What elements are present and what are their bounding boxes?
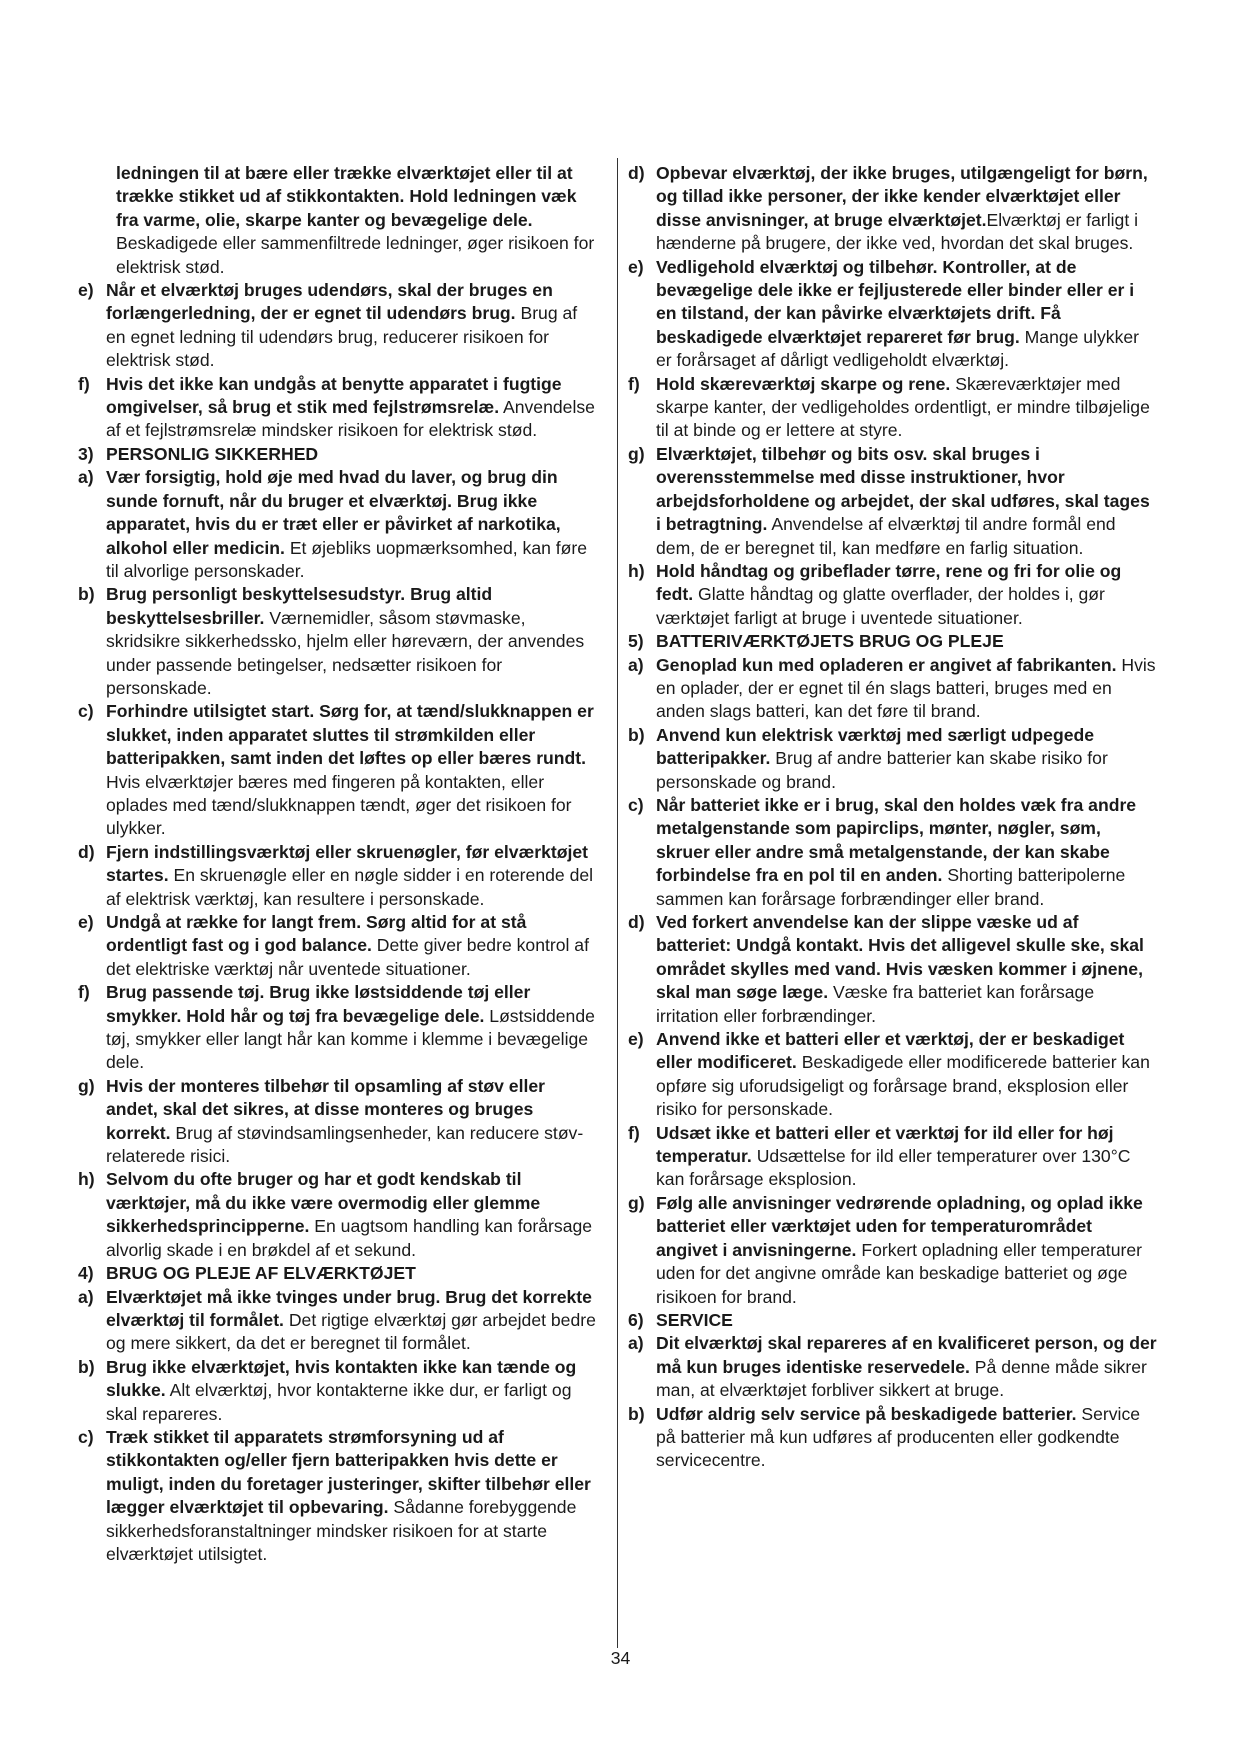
list-item — [628, 1192, 1158, 1309]
item-text: Brug af andre batterier kan skabe risiko for personskade og brand. — [656, 748, 1108, 792]
section-number: 5) — [628, 631, 644, 652]
section-heading-3 — [78, 443, 598, 466]
item-body — [656, 443, 1158, 560]
item-bold-text: Hvis det ikke kan undgås at benytte apparatet i fugtige omgivelser, så brug et stik med fejlstrømsrelæ. — [106, 373, 562, 418]
item-bold-text: Vedligehold elværktøj og tilbehør. Kontroller, at de bevægelige dele ikke er fejljusterede eller binder eller er i en tilstand, der kan påvirke elværktøjets drift. Få beskadigede elværktøjet repareret før brug. — [656, 256, 1135, 347]
list-item — [628, 443, 1158, 560]
item-body — [106, 1286, 598, 1356]
right-column — [628, 162, 1158, 1473]
item-bold-text: Brug personligt beskyttelsesudstyr. Brug altid beskyttelsesbriller. — [106, 584, 493, 628]
item-label: e) — [78, 912, 94, 932]
item-bold-text: Anvend kun elektrisk værktøj med særligt udpegede batteripakker. — [656, 724, 1095, 769]
list-item — [628, 794, 1158, 911]
item-text: På denne måde sikrer man, at elværktøjet forbliver sikkert at bruge. — [656, 1356, 1147, 1401]
section-number: 3) — [78, 443, 94, 464]
item-bold-text: Genoplad kun med opladeren er angivet af fabrikanten. — [656, 654, 1117, 675]
section-title: PERSONLIG SIKKERHED — [106, 443, 319, 464]
item-body — [106, 1168, 598, 1262]
list-item — [628, 1122, 1158, 1192]
item-bold-text: Dit elværktøj skal repareres af en kvalificeret person, og der må kun bruges identiske reservedele. — [656, 1333, 1157, 1377]
item-bold-text: Hold håndtag og gribeflader tørre, rene og fri for olie og fedt. — [656, 560, 1122, 605]
list-item — [78, 841, 598, 911]
item-text: Beskadigede eller sammenfiltrede ledninger, øger risikoen for elektrisk stød. — [116, 233, 595, 277]
list-item — [628, 560, 1158, 630]
item-bold-text: Brug passende tøj. Brug ikke løstsiddende tøj eller smykker. Hold hår og tøj fra bevægelige dele. — [106, 982, 531, 1026]
list-item — [78, 1356, 598, 1426]
section-heading-4 — [78, 1262, 598, 1285]
item-label: e) — [628, 256, 644, 277]
item-label: h) — [628, 560, 645, 581]
item-label: c) — [78, 701, 94, 722]
item-text: Glatte håndtag og glatte overflader, der holdes i, gør værktøjet farligt at bruge i uventede situationer. — [656, 584, 1105, 628]
list-item — [628, 162, 1158, 256]
item-body — [656, 162, 1158, 256]
item-text: Alt elværktøj, hvor kontakterne ikke dur, er farligt og skal repareres. — [106, 1380, 572, 1424]
item-body — [656, 911, 1158, 1028]
item-body — [106, 841, 598, 911]
section-title: BATTERIVÆRKTØJETS BRUG OG PLEJE — [656, 631, 1004, 652]
item-label: a) — [78, 1286, 94, 1307]
section-4-continued-list — [628, 162, 1158, 630]
list-item — [628, 654, 1158, 724]
item-label: g) — [628, 443, 645, 464]
item-text: Brug af en egnet ledning til udendørs brug, reducerer risikoen for elektrisk stød. — [106, 303, 578, 371]
item-label: e) — [78, 280, 94, 301]
section-4-list — [78, 1286, 598, 1567]
item-bold-text: Anvend ikke et batteri eller et værktøj, der er beskadiget eller modificeret. — [656, 1029, 1125, 1073]
item-bold-text: Brug ikke elværktøjet, hvis kontakten ikke kan tænde og slukke. — [106, 1356, 577, 1401]
list-item — [78, 981, 598, 1075]
item-label: c) — [628, 794, 644, 815]
item-bold-text: Elværktøjet, tilbehør og bits osv. skal bruges i overensstemmelse med disse instruktioner, hvor arbejdsforholdene og arbejdet, der skal udføres, skal tages i betragtning. — [656, 443, 1150, 535]
item-text: Elværktøj er farligt i hænderne på brugere, der ikke ved, hvordan det skal bruges. — [656, 209, 1139, 254]
item-bold-text: Når batteriet ikke er i brug, skal den holdes væk fra andre metalgenstande som papirclips, mønter, nøgler, søm, skruer eller andre små metalgenstande, der kan skabe forbindelse fra en pol til en anden. — [656, 794, 1137, 886]
item-body — [656, 256, 1158, 373]
list-item — [78, 1286, 598, 1356]
item-text: Dette giver bedre kontrol af det elektriske værktøj når uventede situationer. — [106, 935, 589, 979]
item-label: a) — [78, 467, 94, 488]
item-bold-text: Hold skæreværktøj skarpe og rene. — [656, 373, 951, 394]
item-body — [106, 373, 598, 443]
item-text: En skruenøgle eller en nøgle sidder i en roterende del af elektrisk værktøj, kan resultere i personskade. — [106, 865, 594, 909]
item-text: Væske fra batteriet kan forårsage irritation eller forbrændinger. — [656, 982, 1095, 1026]
item-bold-text: Undgå at række for langt frem. Sørg altid for at stå ordentligt fast og i god balance. — [106, 912, 527, 956]
item-bold-text: Når et elværktøj bruges udendørs, skal der bruges en forlængerledning, der er egnet til udendørs brug. — [106, 280, 553, 324]
item-body — [106, 583, 598, 700]
list-item — [628, 1332, 1158, 1402]
item-label: d) — [78, 841, 95, 862]
item-label: b) — [78, 1356, 95, 1377]
item-body — [106, 1426, 598, 1566]
page-number: 34 — [610, 1648, 631, 1668]
item-label: e) — [628, 1029, 644, 1050]
list-item — [628, 373, 1158, 443]
item-body — [106, 466, 598, 583]
item-bold-text: Følg alle anvisninger vedrørende opladning, og oplad ikke batteriet eller værktøjet uden for temperaturområdet angivet i anvisningerne. — [656, 1192, 1143, 1260]
item-label: a) — [628, 1333, 644, 1354]
item-label: d) — [628, 912, 645, 932]
item-text: Et øjebliks uopmærksomhed, kan føre til alvorlige personskader. — [106, 537, 588, 581]
continued-item-d — [78, 162, 598, 279]
section-title: BRUG OG PLEJE AF ELVÆRKTØJET — [106, 1263, 416, 1284]
item-body — [106, 1075, 598, 1169]
item-bold-text: Vær forsigtig, hold øje med hvad du laver, og brug din sunde fornuft, når du bruger et elværktøj. Brug ikke apparatet, hvis du er træt eller er påvirket af narkotika, alkohol eller medicin. — [106, 467, 561, 558]
item-body — [656, 1332, 1158, 1402]
column-divider — [617, 158, 618, 1648]
section-5-list — [628, 654, 1158, 1309]
item-body — [106, 981, 598, 1075]
item-label: h) — [78, 1169, 95, 1190]
item-bold-text: Træk stikket til apparatets strømforsyning ud af stikkontakten og/eller fjern batteripakken hvis dette er muligt, inden du foretager justeringer, skifter tilbehør eller lægger elværktøjet til opbevaring. — [106, 1426, 591, 1518]
item-bold-text: Udsæt ikke et batteri eller et værktøj for ild eller for høj temperatur. — [656, 1122, 1114, 1167]
item-bold-text: Hvis der monteres tilbehør til opsamling af støv eller andet, skal det sikres, at disse monteres og bruges korrekt. — [106, 1075, 545, 1143]
item-label: b) — [78, 584, 95, 605]
item-body — [106, 279, 598, 373]
item-text: Det rigtige elværktøj gør arbejdet bedre og mere sikkert, da det er beregnet til formålet. — [106, 1309, 596, 1354]
item-bold-text: Ved forkert anvendelse kan der slippe væske ud af batteriet: Undgå kontakt. Hvis det alligevel skulle ske, skal området skylles med vand. Hvis væsken kommer i øjnene, skal man søge læge. — [656, 912, 1144, 1003]
item-text: Hvis elværktøjer bæres med fingeren på kontakten, eller oplades med tænd/slukknappen tændt, øger det risikoen for ulykker. — [106, 771, 572, 839]
item-body — [106, 911, 598, 981]
item-text: En uagtsom handling kan forårsage alvorlig skade i en brøkdel af et sekund. — [106, 1216, 593, 1260]
section-heading-6 — [628, 1309, 1158, 1332]
section-title: SERVICE — [656, 1309, 733, 1330]
item-label: d) — [628, 163, 645, 183]
item-body — [656, 724, 1158, 794]
item-text: Skæreværktøjer med skarpe kanter, der vedligeholdes ordentligt, er mindre tilbøjelige til at binde og er lettere at styre. — [656, 373, 1150, 441]
item-text: Shorting batteripolerne sammen kan forårsage forbrændinger eller brand. — [656, 865, 1126, 909]
item-body — [656, 1028, 1158, 1122]
item-label: f) — [628, 373, 640, 394]
item-bold-text: Udfør aldrig selv service på beskadigede batterier. — [656, 1403, 1077, 1424]
list-item — [78, 466, 598, 583]
item-text: Værnemidler, såsom støvmaske, skridsikre sikkerhedssko, hjelm eller høreværn, der anvendes under passende betingelser, nedsætter risikoen for personskade. — [106, 607, 585, 698]
list-item — [78, 1426, 598, 1566]
item-label: f) — [78, 373, 90, 394]
item-text: Forkert opladning eller temperaturer uden for det angivne område kan beskadige batteriet og øge risikoen for brand. — [656, 1239, 1142, 1307]
section-number: 4) — [78, 1263, 94, 1284]
list-item — [78, 700, 598, 840]
list-item — [628, 256, 1158, 373]
item-label: g) — [628, 1192, 645, 1213]
item-bold-text: Opbevar elværktøj, der ikke bruges, utilgængeligt for børn, og tillad ikke personer, der ikke kender elværktøjet eller disse anvisninger, at bruge elværktøjet. — [656, 163, 1148, 230]
section-heading-5 — [628, 630, 1158, 653]
item-label: b) — [628, 724, 645, 745]
item-text: Sådanne forebyggende sikkerhedsforanstaltninger mindsker risikoen for at starte elværktøjet utilsigtet. — [106, 1497, 577, 1564]
item-label: c) — [78, 1426, 94, 1447]
item-bold-text: Elværktøjet må ikke tvinges under brug. Brug det korrekte elværktøj til formålet. — [106, 1286, 592, 1330]
item-body — [656, 654, 1158, 724]
item-body — [656, 794, 1158, 911]
item-label: f) — [78, 982, 90, 1003]
section-6-list — [628, 1332, 1158, 1472]
list-item — [628, 1028, 1158, 1122]
item-label: g) — [78, 1075, 95, 1096]
item-body — [656, 1122, 1158, 1192]
item-bold-text: ledningen til at bære eller trække elværktøjet eller til at trække stikket ud af stikkontakten. Hold ledningen væk fra varme, olie, skarpe kanter og bevægelige dele. — [116, 163, 577, 230]
section-3-list — [78, 466, 598, 1262]
left-column — [78, 162, 598, 1566]
item-bold-text: Forhindre utilsigtet start. Sørg for, at tænd/slukknappen er slukket, inden apparatet sluttes til strømkilden eller batteripakken, samt inden det løftes op eller bæres rundt. — [106, 701, 594, 769]
item-text: Løstsiddende tøj, smykker eller langt hår kan komme i klemme i bevægelige dele. — [106, 1005, 595, 1073]
list-item — [628, 1403, 1158, 1473]
item-text: Anvendelse af et fejlstrømsrelæ mindsker risikoen for elektrisk stød. — [106, 397, 595, 441]
item-bold-text: Fjern indstillingsværktøj eller skruenøgler, før elværktøjet startes. — [106, 841, 589, 886]
item-label: b) — [628, 1403, 645, 1424]
item-text: Anvendelse af elværktøj til andre formål end dem, de er beregnet til, kan medføre en farlig situation. — [656, 514, 1116, 558]
list-item — [78, 1075, 598, 1169]
item-text: Service på batterier må kun udføres af producenten eller godkendte servicecentre. — [656, 1403, 1141, 1471]
item-label: f) — [628, 1122, 640, 1143]
section-number: 6) — [628, 1309, 644, 1330]
item-text: Brug af støvindsamlingsenheder, kan reducere støv-relaterede risici. — [106, 1122, 584, 1167]
item-body — [106, 700, 598, 840]
item-bold-text: Selvom du ofte bruger og har et godt kendskab til værktøjer, må du ikke være overmodig eller glemme sikkerhedsprincipperne. — [106, 1169, 541, 1237]
item-text: Hvis en oplader, der er egnet til én slags batteri, bruges med en anden slags batteri, kan det føre til brand. — [656, 654, 1156, 722]
item-label: a) — [628, 654, 644, 675]
list-item-f — [78, 373, 598, 443]
list-item — [78, 1168, 598, 1262]
list-item — [628, 724, 1158, 794]
item-body — [656, 1403, 1158, 1473]
item-body — [656, 373, 1158, 443]
item-text: Beskadigede eller modificerede batterier kan opføre sig uforudsigeligt og forårsage brand, eksplosion eller risiko for personskade. — [656, 1052, 1150, 1120]
item-body — [106, 1356, 598, 1426]
item-body — [656, 1192, 1158, 1309]
item-body — [656, 560, 1158, 630]
list-item — [628, 911, 1158, 1028]
list-item — [78, 583, 598, 700]
list-item-e — [78, 279, 598, 373]
list-item — [78, 911, 598, 981]
item-text: Udsættelse for ild eller temperaturer over 130°C kan forårsage eksplosion. — [656, 1146, 1131, 1190]
item-text: Mange ulykker er forårsaget af dårligt vedligeholdt elværktøj. — [656, 326, 1140, 371]
